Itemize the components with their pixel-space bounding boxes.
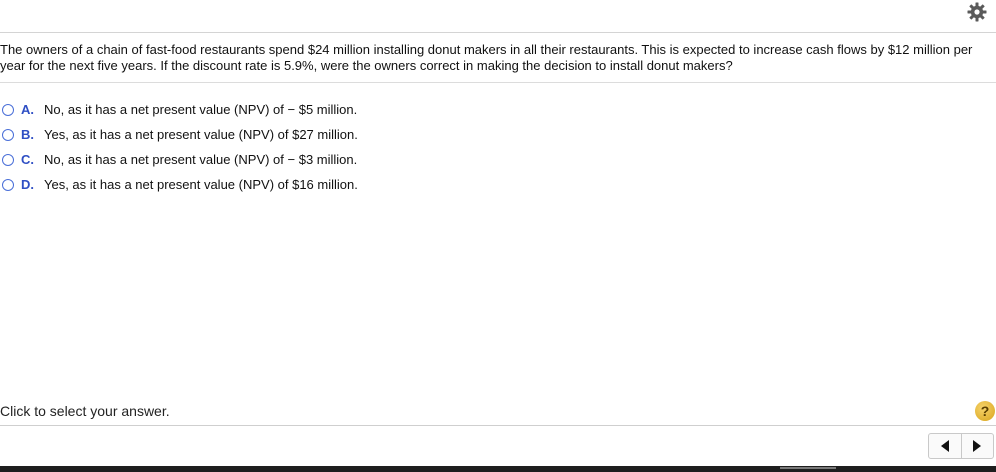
question-divider — [0, 82, 996, 83]
option-c[interactable] — [0, 147, 600, 172]
radio-button-a[interactable] — [2, 104, 14, 116]
option-text: No, as it has a net present value (NPV) of − $3 million. — [44, 152, 358, 167]
radio-button-d[interactable] — [2, 179, 14, 191]
gear-icon[interactable] — [967, 2, 987, 22]
next-button[interactable] — [962, 434, 994, 458]
triangle-left-icon — [940, 440, 950, 452]
triangle-right-icon — [972, 440, 982, 452]
option-text: Yes, as it has a net present value (NPV) of $16 million. — [44, 177, 358, 192]
question-text: The owners of a chain of fast-food restaurants spend $24 million installing donut makers in all their restaurants. This is expected to increase cash flows by $12 million per year for the next five years. If the discount rate is 5.9%, were the owners correct in making the decision to install donut makers? — [0, 42, 973, 73]
question-mark-icon[interactable]: ? — [975, 401, 995, 421]
option-b[interactable] — [0, 122, 600, 147]
option-a[interactable] — [0, 97, 600, 122]
option-letter: A. — [21, 102, 34, 117]
top-divider — [0, 32, 996, 33]
previous-button[interactable] — [929, 434, 961, 458]
select-answer-instruction: Click to select your answer. — [0, 403, 170, 419]
option-letter: D. — [21, 177, 34, 192]
option-letter: C. — [21, 152, 34, 167]
radio-button-b[interactable] — [2, 129, 14, 141]
taskbar-indicator — [780, 467, 836, 469]
option-text: No, as it has a net present value (NPV) of − $5 million. — [44, 102, 358, 117]
option-text: Yes, as it has a net present value (NPV) of $27 million. — [44, 127, 358, 142]
radio-button-c[interactable] — [2, 154, 14, 166]
answer-options — [0, 97, 600, 197]
option-letter: B. — [21, 127, 34, 142]
navigation-buttons — [928, 433, 994, 459]
bottom-divider — [0, 425, 996, 426]
option-d[interactable] — [0, 172, 600, 197]
bottom-taskbar — [0, 466, 996, 472]
